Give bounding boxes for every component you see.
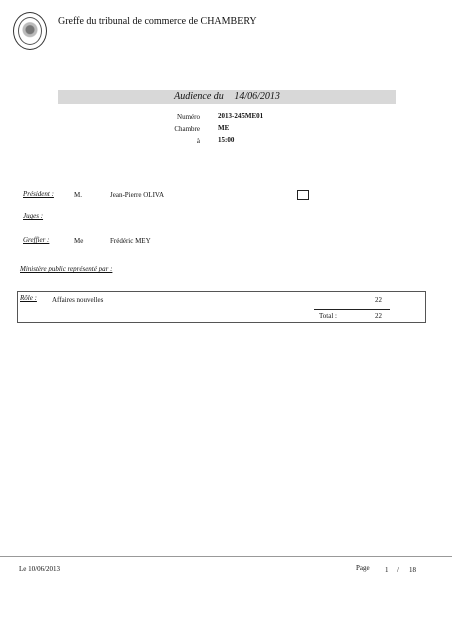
judges-label: Juges : <box>23 212 44 220</box>
time-label: à <box>196 137 200 145</box>
clerk-title: Me <box>74 237 84 245</box>
prosecutor-label: Ministère public représenté par : <box>20 265 113 273</box>
president-label: Président : <box>23 190 54 198</box>
role-item-count: 22 <box>375 296 382 304</box>
president-title: M. <box>74 191 82 199</box>
chamber-label: Chambre <box>174 125 200 133</box>
chamber-value: ME <box>218 124 230 132</box>
clerk-label: Greffier : <box>23 236 50 244</box>
footer-page-label: Page <box>356 564 370 572</box>
footer-divider <box>0 556 452 557</box>
time-value: 15:00 <box>218 136 235 144</box>
court-seal-logo <box>13 12 47 50</box>
president-name: Jean-Pierre OLIVA <box>110 191 165 199</box>
seal-emblem <box>18 17 42 45</box>
number-label: Numéro <box>177 113 200 121</box>
footer-date: Le 10/06/2013 <box>19 565 61 573</box>
hearing-banner <box>58 90 396 104</box>
clerk-name: Frédéric MEY <box>110 237 151 245</box>
president-checkbox[interactable] <box>297 190 309 200</box>
footer-page-separator: / <box>397 566 399 574</box>
number-value: 2013-245ME01 <box>218 112 264 120</box>
role-label: Rôle : <box>20 294 37 302</box>
footer-page-current: 1 <box>385 566 389 574</box>
court-title: Greffe du tribunal de commerce de CHAMBERY <box>58 16 257 27</box>
footer-page-total: 18 <box>409 566 416 574</box>
role-item-label: Affaires nouvelles <box>52 296 104 304</box>
hearing-label: Audience du <box>174 91 224 102</box>
total-label: Total : <box>319 312 337 320</box>
total-divider <box>314 309 390 310</box>
hearing-date: 14/06/2013 <box>234 91 280 102</box>
total-count: 22 <box>375 312 382 320</box>
